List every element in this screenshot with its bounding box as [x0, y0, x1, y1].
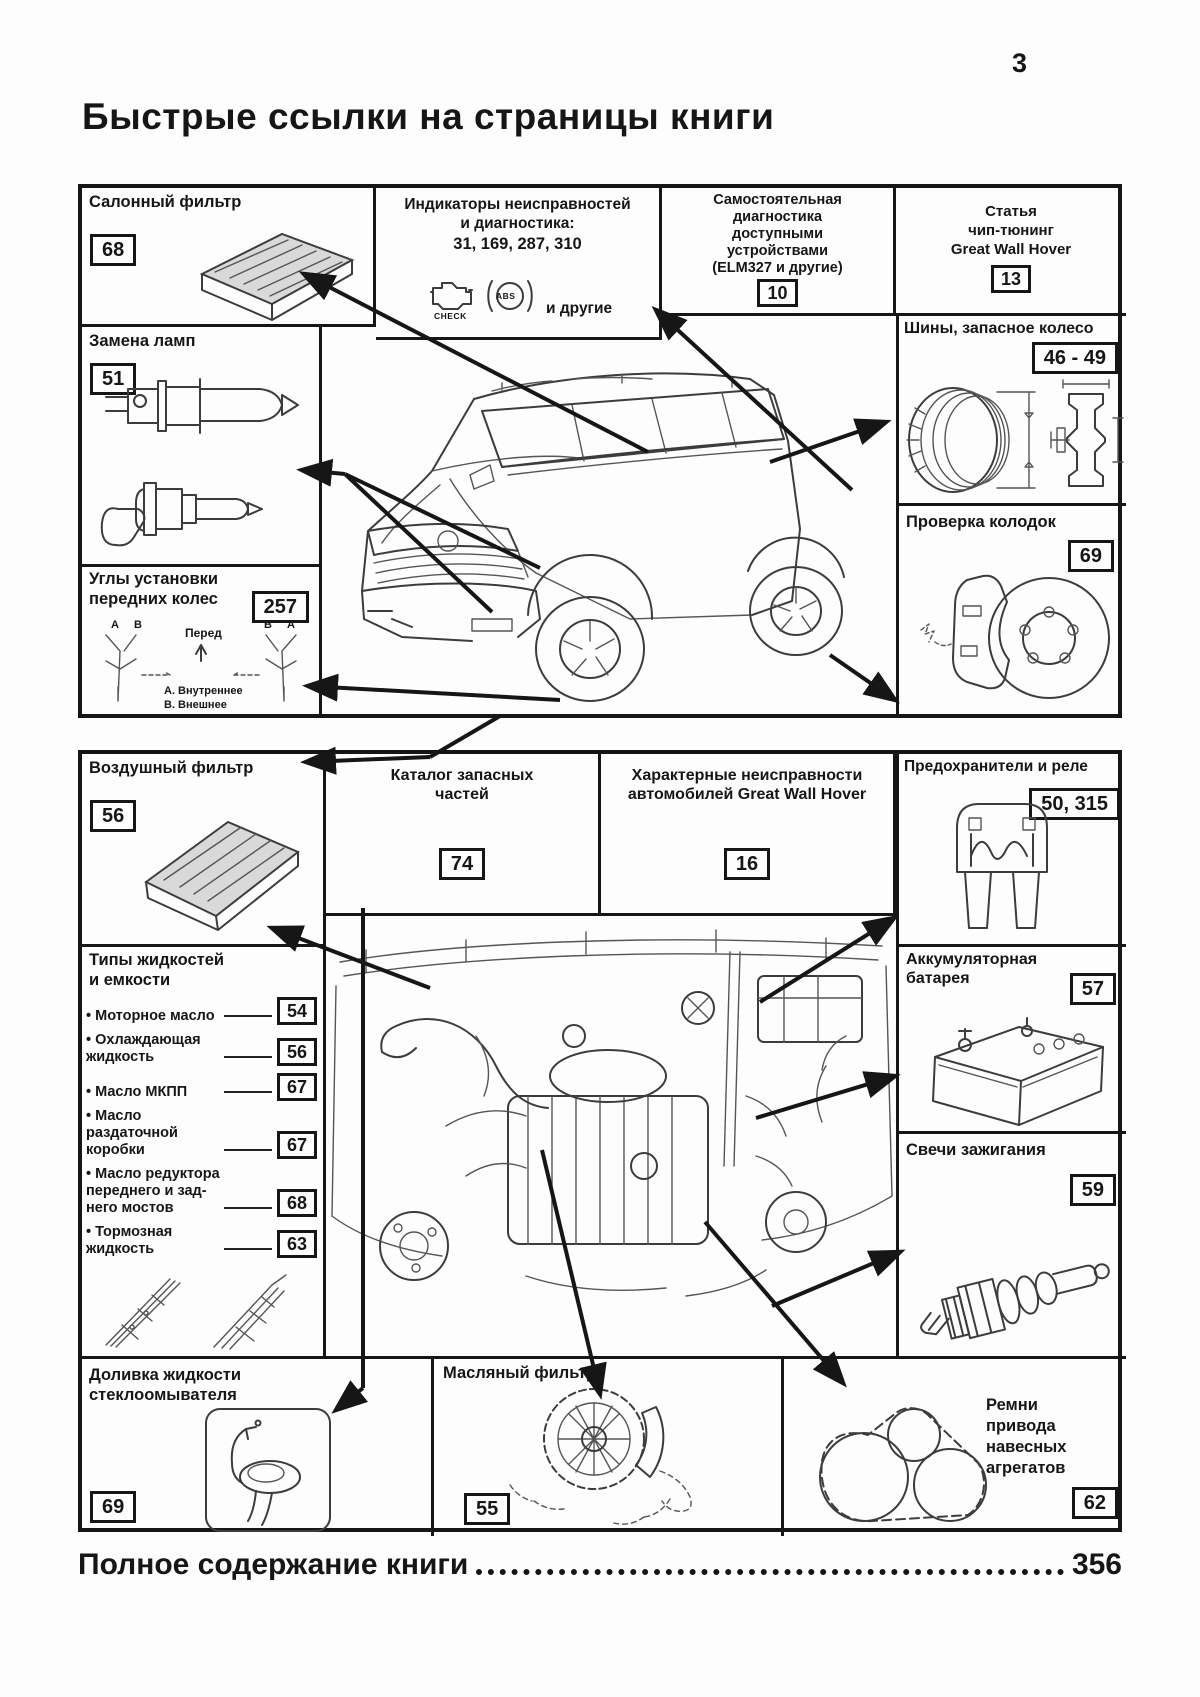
fluid-connector-line — [224, 1014, 272, 1017]
self-diag-page-badge: 10 — [757, 279, 797, 307]
chip-tuning-cell — [896, 188, 1126, 316]
self-diag-line4: устройствами — [726, 243, 829, 259]
air-filter-cell — [82, 754, 326, 947]
faults-line1: Характерные неисправности — [631, 767, 863, 784]
wheel-alignment-cell — [82, 567, 322, 714]
alignment-wheel-right-letter-a: А — [287, 619, 295, 631]
air-filter-label: Воздушный фильтр — [89, 759, 254, 777]
drive-belts-cell — [784, 1356, 1126, 1536]
fluids-title-line2: и емкости — [89, 971, 171, 989]
cabin-filter-label: Салонный фильтр — [89, 193, 242, 211]
oil-filter-page-badge: 55 — [464, 1493, 510, 1525]
page-number: 3 — [1012, 48, 1028, 78]
parts-catalog-line1: Каталог запасных — [390, 767, 534, 784]
indicators-codes: 31, 169, 287, 310 — [453, 235, 582, 253]
fault-indicators-cell — [376, 188, 662, 340]
alignment-label-line1: Углы установки — [89, 570, 219, 588]
spark-plugs-page-badge: 59 — [1070, 1174, 1116, 1206]
brake-pads-cell — [896, 506, 1126, 714]
headlight-bulbs-illustration — [88, 359, 318, 563]
fluid-item-engine-oil: • Моторное масло 54 — [86, 997, 317, 1025]
alignment-wheel-left-letter-b: В — [134, 619, 142, 631]
air-filter-illustration — [116, 800, 321, 942]
belts-illustration — [802, 1385, 992, 1535]
fuses-label: Предохранители и реле — [904, 758, 1088, 775]
spark-plugs-label: Свечи зажигания — [906, 1141, 1046, 1159]
cabin-filter-illustration — [140, 212, 370, 324]
washer-label-line2: стеклоомывателя — [89, 1386, 237, 1404]
belts-label-line2: привода — [986, 1417, 1056, 1435]
indicators-more-label: и другие — [546, 300, 613, 317]
fluid-item-transfer-case-oil: • Масло раздаточной коробки 67 — [86, 1108, 317, 1159]
toc-page-number: 356 — [1071, 1548, 1122, 1581]
cabin-filter-cell — [82, 188, 376, 327]
fluid-connector-line — [224, 1055, 272, 1058]
lamps-page-badge: 51 — [90, 363, 136, 395]
fluid-item-coolant: • Охлаждающая жидкость 56 — [86, 1032, 317, 1066]
fluid-connector-line — [224, 1148, 272, 1151]
car-overview-illustration — [322, 319, 896, 714]
pads-label: Проверка колодок — [906, 513, 1056, 531]
self-diagnostics-cell — [662, 188, 896, 316]
washer-label-line1: Доливка жидкости — [89, 1366, 242, 1384]
fuse-illustration — [927, 794, 1077, 942]
battery-page-badge: 57 — [1070, 973, 1116, 1005]
check-engine-icon — [428, 278, 474, 310]
oil-filter-illustration — [474, 1381, 774, 1535]
tires-label: Шины, запасное колесо — [904, 320, 1094, 337]
chip-tuning-line3: Great Wall Hover — [950, 241, 1072, 258]
faults-line2: автомобилей Great Wall Hover — [627, 786, 867, 803]
fluids-title-line1: Типы жидкостей — [89, 951, 225, 969]
toc-dot-leader — [476, 1569, 1064, 1575]
alignment-wheel-right-letter-b: В — [264, 619, 272, 631]
self-diag-line5: (ELM327 и другие) — [712, 260, 843, 276]
fluid-item-brake-fluid: • Тормозная жидкость 63 — [86, 1224, 317, 1258]
fuses-cell — [896, 754, 1126, 947]
check-engine-caption: CHECK — [434, 311, 467, 321]
tires-page-badge: 46 - 49 — [1032, 342, 1118, 374]
fluid-item-gearbox-oil: • Масло МКПП 67 — [86, 1073, 317, 1101]
self-diag-line1: Самостоятельная — [713, 192, 842, 208]
parts-catalog-cell — [326, 754, 601, 916]
faults-page-badge: 16 — [724, 848, 770, 880]
parts-catalog-page-badge: 74 — [439, 848, 485, 880]
oil-filter-cell — [434, 1356, 784, 1536]
alignment-legend-a: А. Внутреннее — [164, 685, 243, 697]
washer-page-badge: 69 — [90, 1491, 136, 1523]
oil-filter-label: Масляный фильтр — [443, 1364, 597, 1382]
battery-illustration — [907, 1005, 1121, 1129]
chip-tuning-line1: Статья — [985, 203, 1037, 220]
battery-label-line1: Аккумуляторная — [906, 951, 1038, 968]
tire-and-rim-illustration — [901, 378, 1127, 502]
alignment-legend-b: В. Внешнее — [164, 699, 227, 711]
engine-bay-illustration — [326, 916, 896, 1356]
fluid-types-cell — [82, 947, 326, 1356]
washer-cap-illustration — [202, 1405, 334, 1535]
spark-plugs-cell — [896, 1134, 1126, 1356]
belts-label-line4: агрегатов — [986, 1459, 1066, 1477]
washer-fluid-cell — [82, 1356, 434, 1536]
belts-page-badge: 62 — [1072, 1487, 1118, 1519]
chip-tuning-page-badge: 13 — [991, 265, 1031, 293]
dipsticks-illustration — [86, 1269, 322, 1351]
self-diag-line3: доступными — [731, 226, 823, 242]
battery-cell — [896, 947, 1126, 1134]
tires-cell — [896, 316, 1126, 506]
toc-label: Полное содержание книги — [78, 1548, 469, 1581]
parts-catalog-line2: частей — [435, 786, 489, 803]
belts-label-line3: навесных — [986, 1438, 1067, 1456]
fluid-page-badge: 54 — [277, 997, 317, 1025]
quick-links-table-bottom — [78, 750, 1122, 1532]
fluid-item-axle-oil: • Масло редуктора переднего и зад- него мостов 68 — [86, 1166, 317, 1217]
quick-links-table-top — [78, 184, 1122, 718]
fluid-connector-line — [224, 1206, 272, 1209]
lamps-label: Замена ламп — [89, 332, 196, 350]
pads-page-badge: 69 — [1068, 540, 1114, 572]
table-of-contents-entry — [78, 1548, 1122, 1582]
self-diag-line2: диагностика — [732, 209, 823, 225]
spark-plug-illustration — [903, 1222, 1125, 1352]
indicators-label-line1: Индикаторы неисправностей — [404, 196, 631, 213]
brake-assembly-illustration — [901, 550, 1127, 710]
chip-tuning-line2: чип-тюнинг — [968, 222, 1054, 239]
fuses-page-badge: 50, 315 — [1029, 788, 1120, 820]
abs-icon-text: ABS — [496, 291, 516, 301]
lamp-replacement-cell — [82, 327, 322, 567]
alignment-label-line2: передних колес — [89, 590, 218, 608]
fluid-connector-line — [224, 1247, 272, 1250]
indicators-label-line2: и диагностика: — [460, 215, 575, 232]
alignment-front-label: Перед — [185, 626, 222, 640]
alignment-page-badge: 257 — [252, 591, 309, 623]
air-filter-page-badge: 56 — [90, 800, 136, 832]
cabin-filter-page-badge: 68 — [90, 234, 136, 266]
battery-label-line2: батарея — [906, 970, 970, 987]
fluid-connector-line — [224, 1090, 272, 1093]
belts-label-line1: Ремни — [986, 1396, 1038, 1414]
typical-faults-cell — [601, 754, 896, 916]
page-title: Быстрые ссылки на страницы книги — [82, 96, 775, 137]
alignment-wheel-left-letter-a: А — [111, 619, 119, 631]
